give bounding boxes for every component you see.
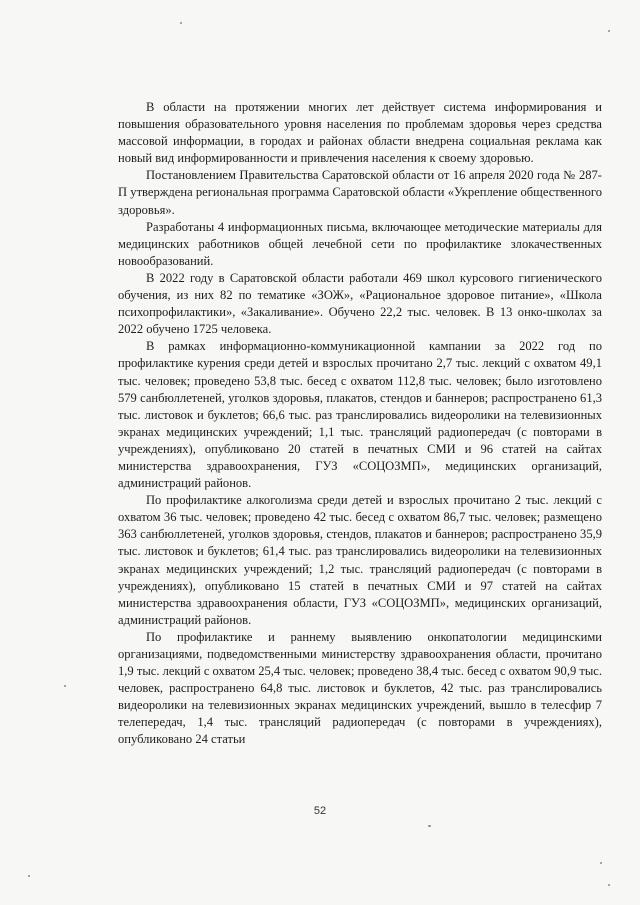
paragraph-information-letters: Разработаны 4 информационных письма, включающее методические материалы для медицинских работников общей лечебной сети по профилактике злокачественных новообразований. [118, 219, 602, 268]
scan-speck [28, 875, 30, 877]
paragraph-government-resolution: Постановлением Правительства Саратовской области от 16 апреля 2020 года № 287-П утверждена региональная программа Саратовской области «Укрепление общественного здоровья». [118, 168, 602, 217]
paragraph-oncology-prevention: По профилактике и раннему выявлению онкопатологии медицинскими организациями, подведомственными министерству здравоохранения области, прочитано 1,9 тыс. лекций с охватом 25,4 тыс. человек; проведено 38,4 тыс. бесед с охватом 90,9 тыс. человек, распространено 64,8 тыс. листовок и буклетов, 42 тыс. раз транслировались видеоролики на телевизионных экранах медицинских учреждений, вышло в телесфир 7 телепередач, 1,4 тыс. трансляций радиопередач (с повторами в учреждениях), опубликовано 24 статьи [118, 629, 602, 747]
scan-speck [428, 825, 431, 827]
scan-speck [608, 884, 610, 886]
body-text [118, 99, 602, 749]
paragraph-informing-system: В области на протяжении многих лет действует система информирования и повышения образовательного уровня населения по проблемам здоровья через средства массовой информации, в городах и районах области внедрена социальная реклама как новый вид информированности и привлечения населения к своему здоровью. [118, 100, 602, 166]
scan-speck [180, 22, 182, 24]
paragraph-alcohol-prevention: По профилактике алкоголизма среди детей и взрослых прочитано 2 тыс. лекций с охватом 36 тыс. человек; проведено 42 тыс. бесед с охватом 86,7 тыс. человек; размещено 363 санбюллетеней, уголков здоровья, стендов, плакатов и баннеров; распространено 35,9 тыс. листовок и буклетов; 61,4 тыс. раз транслировались видеоролики на телевизионных экранах медицинских учреждений; 1,2 тыс. трансляций радиопередач (с повторами в учреждениях), опубликовано 15 статей в печатных СМИ и 97 статей на сайтах министерства здравоохранения области, ГУЗ «СОЦОЗМП», медицинских организаций, администраций районов. [118, 493, 602, 627]
scan-speck [64, 685, 66, 687]
page-number: 52 [313, 805, 327, 817]
scan-speck [600, 862, 602, 864]
paragraph-hygiene-schools: В 2022 году в Саратовской области работали 469 школ курсового гигиенического обучения, из них 82 по тематике «ЗОЖ», «Рациональное здоровое питание», «Школа психопрофилактики», «Закаливание». Обучено 22,2 тыс. человек. В 13 онко-школах за 2022 обучено 1725 человека. [118, 270, 602, 337]
scan-speck [608, 30, 610, 32]
paragraph-smoking-prevention: В рамках информационно-коммуникационной кампании за 2022 год по профилактике курения среди детей и взрослых прочитано 2,7 тыс. лекций с охватом 49,1 тыс. человек; проведено 53,8 тыс. бесед с охватом 112,8 тыс. человек; было изготовлено 579 санбюллетеней, уголков здоровья, плакатов, стендов и баннеров; распространено 61,3 тыс. листовок и буклетов; 66,6 тыс. раз транслировались видеоролики на телевизионных экранах медицинских учреждений; 1,1 тыс. трансляций радиопередач (с повторами в учреждениях), опубликовано 20 статей в печатных СМИ и 96 статей на сайтах министерства здравоохранения, ГУЗ «СОЦОЗМП», медицинских организаций, администраций районов. [118, 339, 602, 491]
